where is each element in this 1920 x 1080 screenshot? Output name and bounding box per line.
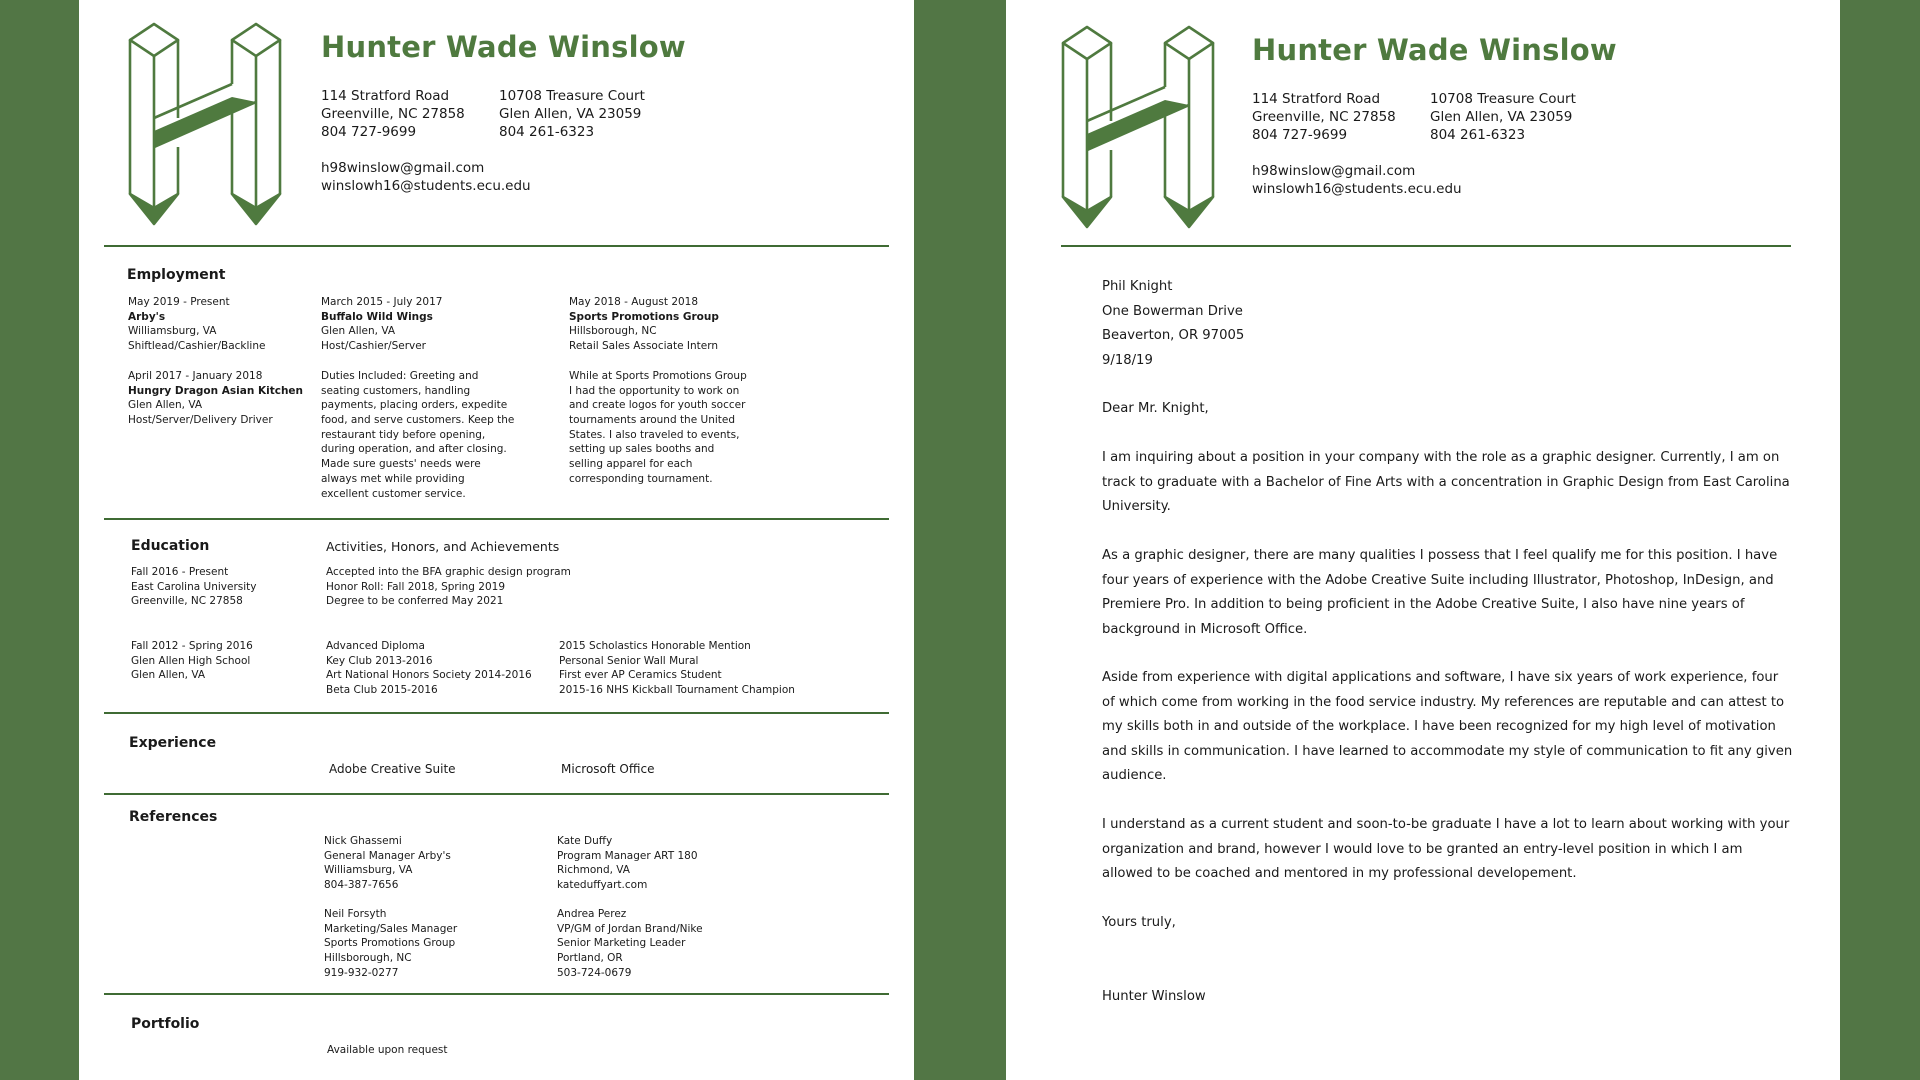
closing — [1102, 911, 1176, 936]
employment-heading: Employment — [127, 267, 226, 283]
paragraph-line: University. — [1102, 499, 1171, 514]
email-link[interactable]: winslowh16@students.ecu.edu — [1252, 181, 1462, 197]
job-dates: May 2019 - Present — [128, 296, 230, 308]
section-divider — [104, 712, 889, 714]
job-employer: Buffalo Wild Wings — [321, 310, 433, 323]
activity-line: Advanced Diploma — [326, 640, 425, 652]
job-role: Host/Cashier/Server — [321, 340, 426, 353]
address-line: Glen Allen, VA 23059 — [499, 106, 642, 122]
job-dates: March 2015 - July 2017 — [321, 296, 443, 308]
ref-line: VP/GM of Jordan Brand/Nike — [557, 922, 703, 935]
duty-line: excellent customer service. — [321, 487, 466, 500]
job-employer: Hungry Dragon Asian Kitchen — [128, 384, 304, 397]
duty-line: seating customers, handling — [321, 384, 471, 397]
duty-line: payments, placing orders, expedite — [321, 399, 508, 412]
job-duties-bww — [321, 369, 514, 501]
paragraph-line: audience. — [1102, 768, 1167, 783]
activity-line: Art National Honors Society 2014-2016 — [326, 669, 532, 682]
job-employer: Arby's — [128, 310, 166, 323]
job-dates: May 2018 - August 2018 — [569, 296, 699, 308]
ref-line: Sports Promotions Group — [324, 937, 456, 950]
duty-line: and create logos for youth soccer — [569, 399, 746, 412]
address-line: 114 Stratford Road — [321, 88, 450, 104]
job-buffalo-wild-wings — [321, 295, 442, 354]
h-monogram-logo-icon — [127, 22, 283, 226]
address-line: Greenville, NC 27858 — [1252, 109, 1396, 125]
hs-activities-2 — [559, 639, 795, 698]
ref-line: Richmond, VA — [557, 864, 630, 877]
section-divider — [104, 993, 889, 995]
activity-line: Degree to be conferred May 2021 — [326, 595, 504, 608]
activity-line: Personal Senior Wall Mural — [559, 654, 699, 667]
letter-address-greenville — [1252, 90, 1396, 144]
resume-page — [79, 0, 914, 1080]
duty-line: I had the opportunity to work on — [569, 384, 740, 397]
section-divider — [104, 245, 889, 247]
phone-line: 804 261-6323 — [1430, 127, 1526, 143]
activity-line: Beta Club 2015-2016 — [326, 684, 438, 697]
ref-line: Williamsburg, VA — [324, 864, 413, 877]
reference-kate-duffy — [557, 834, 698, 893]
duty-line: during operation, and after closing. — [321, 443, 507, 456]
recipient-street: One Bowerman Drive — [1102, 303, 1243, 319]
education-heading: Education — [131, 538, 210, 554]
ref-line: Marketing/Sales Manager — [324, 922, 458, 935]
signature-text: Hunter Winslow — [1102, 989, 1206, 1004]
edu-location: Greenville, NC 27858 — [131, 595, 243, 608]
job-sports-promotions — [569, 295, 719, 354]
duty-line: States. I also traveled to events, — [569, 428, 740, 441]
ref-line: Program Manager ART 180 — [557, 849, 698, 862]
hs-activities-1 — [326, 639, 532, 698]
job-role: Retail Sales Associate Intern — [569, 340, 718, 353]
address-line: Glen Allen, VA 23059 — [1430, 109, 1573, 125]
activity-line: First ever AP Ceramics Student — [559, 669, 722, 682]
job-hungry-dragon — [128, 369, 303, 428]
h-monogram-logo-icon — [1060, 25, 1216, 229]
ref-line: 804-387-7656 — [324, 879, 399, 892]
edu-dates: Fall 2016 - Present — [131, 566, 229, 578]
activity-line: 2015 Scholastics Honorable Mention — [559, 640, 751, 652]
ref-line: Neil Forsyth — [324, 908, 387, 920]
paragraph-line: of which come from working in the food service industry. My references are reputable and can attest to — [1102, 694, 1785, 710]
duty-line: Made sure guests' needs were — [321, 458, 481, 471]
section-divider — [104, 793, 889, 795]
ref-line: Portland, OR — [557, 952, 623, 965]
job-dates: April 2017 - January 2018 — [128, 370, 263, 382]
activities-heading: Activities, Honors, and Achievements — [326, 539, 560, 554]
address-line: 114 Stratford Road — [1252, 91, 1381, 107]
ref-line: Hillsborough, NC — [324, 952, 412, 965]
duty-line: tournaments around the United — [569, 414, 736, 427]
letter-address-glen-allen — [1430, 90, 1576, 144]
recipient-block — [1102, 275, 1244, 373]
paragraph-1 — [1102, 446, 1790, 520]
job-role: Host/Server/Delivery Driver — [128, 414, 273, 427]
duty-line: setting up sales booths and — [569, 443, 715, 456]
phone-line: 804 727-9699 — [321, 124, 417, 140]
duty-line: always met while providing — [321, 472, 465, 485]
duty-line: Duties Included: Greeting and — [321, 370, 479, 382]
ref-link[interactable]: kateduffyart.com — [557, 879, 648, 892]
duty-line: food, and serve customers. Keep the — [321, 414, 515, 427]
edu-dates: Fall 2012 - Spring 2016 — [131, 640, 253, 652]
ref-line: Senior Marketing Leader — [557, 937, 686, 950]
ref-line: Kate Duffy — [557, 835, 613, 847]
job-arbys — [128, 295, 265, 354]
skill-microsoft-office: Microsoft Office — [561, 762, 655, 776]
activity-line: Key Club 2013-2016 — [326, 654, 433, 667]
experience-heading: Experience — [129, 735, 217, 751]
ref-line: General Manager Arby's — [324, 849, 451, 862]
paragraph-line: background in Microsoft Office. — [1102, 621, 1308, 637]
activity-line: Honor Roll: Fall 2018, Spring 2019 — [326, 580, 506, 593]
paragraph-line: and skills in communication. I have learned to accommodate my style of communication to fit any given — [1102, 743, 1793, 759]
salutation — [1102, 397, 1209, 422]
resume-emails — [321, 159, 531, 195]
portfolio-text: Available upon request — [327, 1044, 448, 1056]
paragraph-4 — [1102, 813, 1790, 887]
paragraph-line: allowed to be coached and mentored in my professional developement. — [1102, 866, 1577, 881]
edu-school: Glen Allen High School — [131, 654, 251, 667]
email-link[interactable]: winslowh16@students.ecu.edu — [321, 178, 531, 194]
address-line: Greenville, NC 27858 — [321, 106, 465, 122]
portfolio-heading: Portfolio — [131, 1016, 200, 1032]
job-duties-spg — [569, 369, 747, 487]
job-employer: Sports Promotions Group — [569, 310, 719, 323]
job-location: Williamsburg, VA — [128, 325, 217, 338]
paragraph-line: Aside from experience with digital applications and software, I have six years of work experience, four — [1102, 670, 1779, 685]
ref-line: 919-932-0277 — [324, 966, 399, 979]
paragraph-3 — [1102, 666, 1793, 789]
duty-line: corresponding tournament. — [569, 472, 713, 485]
recipient-name: Phil Knight — [1102, 279, 1173, 294]
edu-school: East Carolina University — [131, 580, 257, 593]
paragraph-line: I understand as a current student and soon-to-be graduate I have a lot to learn about working with your — [1102, 817, 1790, 832]
duty-line: While at Sports Promotions Group — [569, 370, 747, 382]
resume-address-greenville — [321, 87, 465, 141]
cover-letter-page — [1006, 0, 1840, 1080]
references-heading: References — [129, 809, 218, 825]
ref-line: Andrea Perez — [557, 908, 627, 920]
letter-name: Hunter Wade Winslow — [1252, 33, 1617, 67]
address-line: 10708 Treasure Court — [499, 88, 645, 104]
section-divider — [104, 518, 889, 520]
skill-adobe-creative-suite: Adobe Creative Suite — [329, 762, 456, 776]
duty-line: selling apparel for each — [569, 458, 693, 471]
job-location: Glen Allen, VA — [321, 325, 396, 338]
paragraph-line: As a graphic designer, there are many qualities I possess that I feel qualify me for this position. I have — [1102, 548, 1778, 563]
reference-neil-forsyth — [324, 907, 457, 980]
resume-name: Hunter Wade Winslow — [321, 30, 686, 64]
portfolio-note — [327, 1043, 448, 1058]
phone-line: 804 261-6323 — [499, 124, 595, 140]
closing-text: Yours truly, — [1102, 915, 1176, 930]
phone-line: 804 727-9699 — [1252, 127, 1348, 143]
section-divider — [1061, 245, 1791, 247]
recipient-city: Beaverton, OR 97005 — [1102, 328, 1245, 343]
paragraph-2 — [1102, 544, 1778, 642]
paragraph-line: I am inquiring about a position in your company with the role as a graphic designer. Currently, I am on — [1102, 450, 1780, 465]
letter-emails — [1252, 162, 1462, 198]
paragraph-line: my skills both in and outside of the workplace. I have been recognized for my high level of motivation — [1102, 719, 1776, 734]
job-location: Glen Allen, VA — [128, 399, 203, 412]
ref-line: 503-724-0679 — [557, 966, 632, 979]
email-link[interactable]: h98winslow@gmail.com — [321, 160, 485, 176]
address-line: 10708 Treasure Court — [1430, 91, 1576, 107]
salutation-text: Dear Mr. Knight, — [1102, 401, 1209, 416]
duty-line: restaurant tidy before opening, — [321, 428, 486, 441]
education-ecu — [131, 565, 257, 609]
paragraph-line: track to graduate with a Bachelor of Fine Arts with a concentration in Graphic Design from East Carolina — [1102, 474, 1790, 490]
job-role: Shiftlead/Cashier/Backline — [128, 340, 266, 353]
activity-line: Accepted into the BFA graphic design program — [326, 566, 571, 578]
paragraph-line: Premiere Pro. In addition to being proficient in the Adobe Creative Suite, I also have nine years of — [1102, 597, 1745, 612]
paragraph-line: organization and brand, however I would love to be granted an entry-level position in which I am — [1102, 841, 1743, 857]
education-high-school — [131, 639, 253, 683]
signature — [1102, 985, 1206, 1010]
activity-line: 2015-16 NHS Kickball Tournament Champion — [559, 684, 795, 697]
edu-location: Glen Allen, VA — [131, 669, 206, 682]
email-link[interactable]: h98winslow@gmail.com — [1252, 163, 1416, 179]
ecu-activities — [326, 565, 571, 609]
letter-date: 9/18/19 — [1102, 352, 1153, 368]
job-location: Hillsborough, NC — [569, 325, 657, 338]
resume-address-glen-allen — [499, 87, 645, 141]
paragraph-line: four years of experience with the Adobe Creative Suite including Illustrator, Photoshop, InDesign, and — [1102, 572, 1774, 588]
reference-nick-ghassemi — [324, 834, 451, 893]
ref-line: Nick Ghassemi — [324, 835, 402, 847]
reference-andrea-perez — [557, 907, 703, 980]
